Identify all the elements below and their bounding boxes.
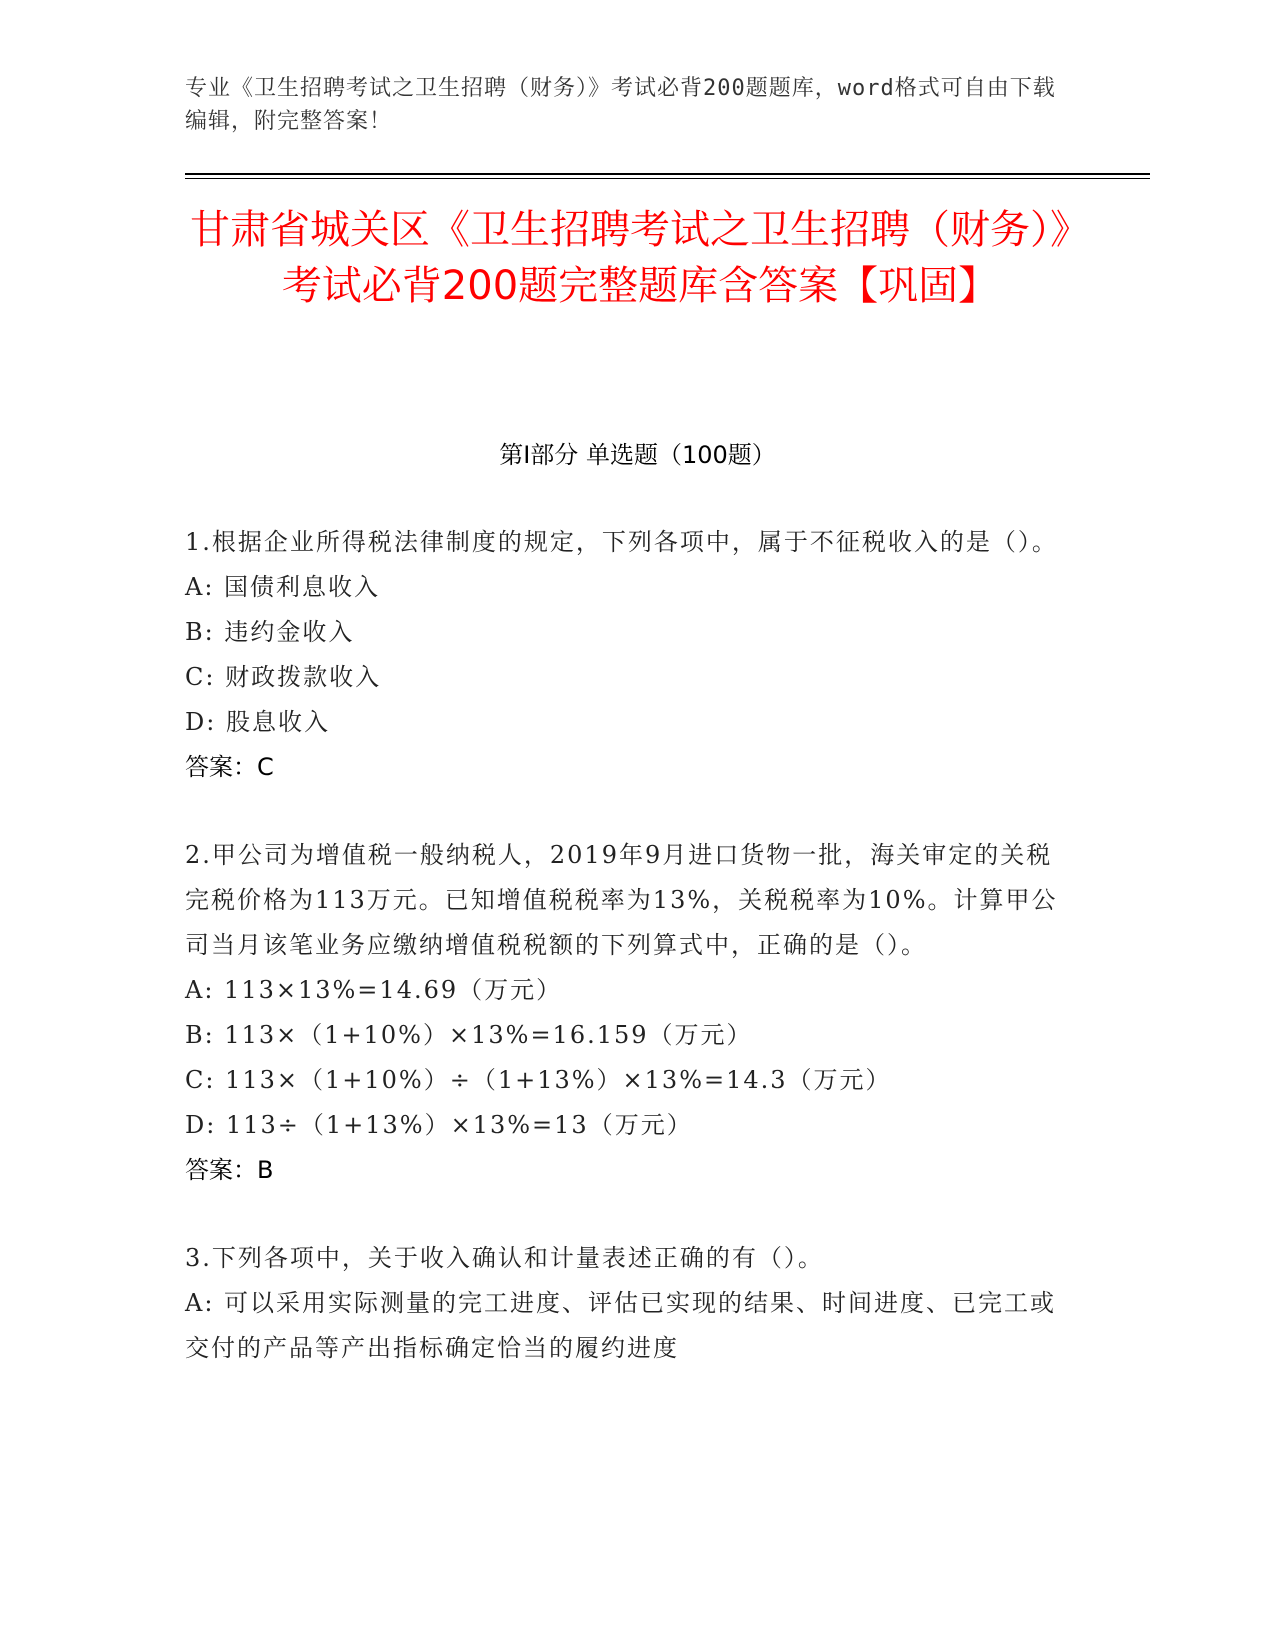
option-a: A: 可以采用实际测量的完工进度、评估已实现的结果、时间进度、已完工或交付的产品等产出指标确定恰当的履约进度 bbox=[185, 1289, 1057, 1362]
question-stem: 2.甲公司为增值税一般纳税人，2019年9月进口货物一批，海关审定的关税完税价格为113万元。已知增值税税率为13%，关税税率为10%。计算甲公司当月该笔业务应缴纳增值税税额的下列算式中，正确的是（）。 bbox=[185, 841, 1058, 959]
option-c: C: 财政拨款收入 bbox=[185, 663, 382, 691]
header-rule-thin bbox=[185, 178, 1150, 179]
answer-label: 答案：C bbox=[185, 753, 274, 781]
answer-label: 答案：B bbox=[185, 1156, 274, 1184]
document-title: 甘肃省城关区《卫生招聘考试之卫生招聘（财务）》考试必背200题完整题库含答案【巩固】 bbox=[190, 207, 1090, 309]
header-note: 专业《卫生招聘考试之卫生招聘（财务）》考试必背200题题库，word格式可自由下载编辑，附完整答案！ bbox=[185, 76, 1056, 134]
option-b: B: 违约金收入 bbox=[185, 618, 355, 646]
question-3 bbox=[185, 1236, 1075, 1371]
question-list bbox=[185, 520, 1075, 1414]
section-title: 第Ⅰ部分 单选题（100题） bbox=[499, 441, 776, 469]
option-b: B: 113×（1+10%）×13%=16.159（万元） bbox=[185, 1021, 753, 1049]
question-2 bbox=[185, 833, 1075, 1193]
option-a: A: 国债利息收入 bbox=[185, 573, 381, 601]
question-stem: 1.根据企业所得税法律制度的规定，下列各项中，属于不征税收入的是（）。 bbox=[185, 528, 1058, 556]
question-stem: 3.下列各项中，关于收入确认和计量表述正确的有（）。 bbox=[185, 1244, 824, 1272]
option-a: A: 113×13%=14.69（万元） bbox=[185, 976, 563, 1004]
header-rule-thick bbox=[185, 173, 1150, 175]
option-d: D: 股息收入 bbox=[185, 708, 330, 736]
question-1 bbox=[185, 520, 1075, 790]
option-d: D: 113÷（1+13%）×13%=13（万元） bbox=[185, 1111, 693, 1139]
option-c: C: 113×（1+10%）÷（1+13%）×13%=14.3（万元） bbox=[185, 1066, 892, 1094]
